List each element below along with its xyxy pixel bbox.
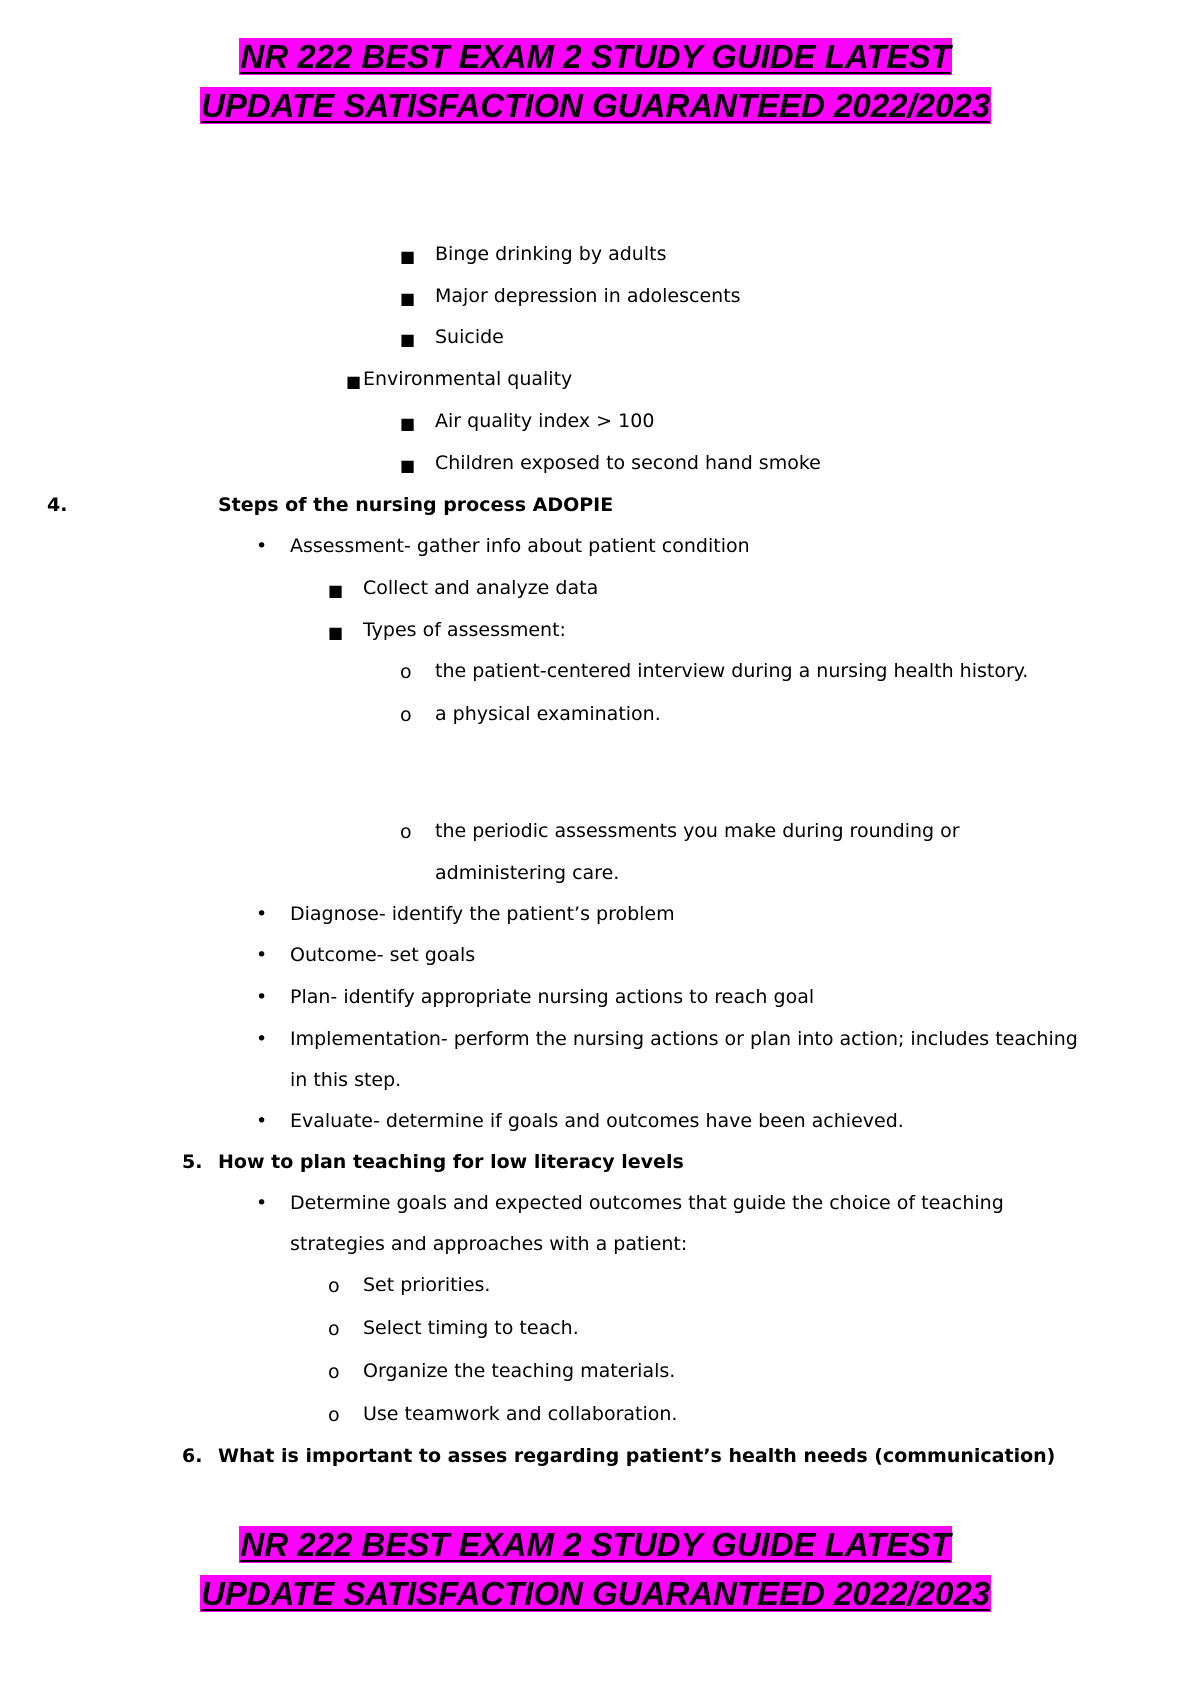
banner-line-1: NR 222 BEST EXAM 2 STUDY GUIDE LATEST bbox=[240, 1526, 951, 1563]
circle-bullet-icon: o bbox=[400, 704, 412, 726]
square-bullet-icon: ■ bbox=[328, 623, 344, 642]
square-bullet-icon: ■ bbox=[400, 289, 416, 308]
list-item: Children exposed to second hand smoke bbox=[435, 452, 821, 474]
bullet-icon: • bbox=[256, 1192, 268, 1214]
list-item: the periodic assessments you make during rounding or bbox=[435, 820, 960, 842]
bullet-icon: • bbox=[256, 1110, 268, 1132]
list-item: Collect and analyze data bbox=[363, 577, 599, 599]
banner-line-2: UPDATE SATISFACTION GUARANTEED 2022/2023 bbox=[200, 1575, 991, 1612]
list-item: Organize the teaching materials. bbox=[363, 1360, 676, 1382]
section-heading: Steps of the nursing process ADOPIE bbox=[218, 494, 614, 516]
list-item: a physical examination. bbox=[435, 703, 661, 725]
list-item: Diagnose- identify the patient’s problem bbox=[290, 903, 675, 925]
circle-bullet-icon: o bbox=[328, 1361, 340, 1383]
list-item: Environmental quality bbox=[363, 368, 573, 390]
list-item: Assessment- gather info about patient condition bbox=[290, 535, 750, 557]
list-item: Suicide bbox=[435, 326, 504, 348]
bullet-icon: • bbox=[256, 535, 268, 557]
circle-bullet-icon: o bbox=[328, 1404, 340, 1426]
bullet-icon: • bbox=[256, 986, 268, 1008]
circle-bullet-icon: o bbox=[328, 1318, 340, 1340]
square-bullet-icon: ■ bbox=[346, 372, 362, 391]
list-item: Set priorities. bbox=[363, 1274, 491, 1296]
banner-line-1: NR 222 BEST EXAM 2 STUDY GUIDE LATEST bbox=[240, 38, 951, 75]
circle-bullet-icon: o bbox=[400, 821, 412, 843]
section-number: 4. bbox=[47, 494, 68, 516]
list-item: Evaluate- determine if goals and outcomes have been achieved. bbox=[290, 1110, 904, 1132]
banner-line-2: UPDATE SATISFACTION GUARANTEED 2022/2023 bbox=[200, 87, 991, 124]
list-item: Select timing to teach. bbox=[363, 1317, 579, 1339]
square-bullet-icon: ■ bbox=[328, 581, 344, 600]
list-item: Implementation- perform the nursing actions or plan into action; includes teaching bbox=[290, 1028, 1078, 1050]
bullet-icon: • bbox=[256, 903, 268, 925]
list-item: the patient-centered interview during a nursing health history. bbox=[435, 660, 1029, 682]
footer-banner bbox=[0, 1520, 1191, 1618]
section-number: 5. bbox=[182, 1151, 203, 1173]
list-item: Plan- identify appropriate nursing actions to reach goal bbox=[290, 986, 815, 1008]
square-bullet-icon: ■ bbox=[400, 456, 416, 475]
bullet-icon: • bbox=[256, 944, 268, 966]
square-bullet-icon: ■ bbox=[400, 247, 416, 266]
list-item: Determine goals and expected outcomes that guide the choice of teaching bbox=[290, 1192, 1004, 1214]
list-item: Types of assessment: bbox=[363, 619, 566, 641]
list-item: Outcome- set goals bbox=[290, 944, 476, 966]
bullet-icon: • bbox=[256, 1028, 268, 1050]
list-item: Major depression in adolescents bbox=[435, 285, 741, 307]
circle-bullet-icon: o bbox=[328, 1275, 340, 1297]
list-item-continuation: in this step. bbox=[290, 1069, 402, 1091]
square-bullet-icon: ■ bbox=[400, 414, 416, 433]
section-number: 6. bbox=[182, 1445, 203, 1467]
section-heading: What is important to asses regarding patient’s health needs (communication) bbox=[218, 1445, 1056, 1467]
section-heading: How to plan teaching for low literacy levels bbox=[218, 1151, 684, 1173]
circle-bullet-icon: o bbox=[400, 661, 412, 683]
list-item: Binge drinking by adults bbox=[435, 243, 667, 265]
list-item: Use teamwork and collaboration. bbox=[363, 1403, 678, 1425]
list-item-continuation: administering care. bbox=[435, 862, 620, 884]
header-banner bbox=[0, 32, 1191, 130]
square-bullet-icon: ■ bbox=[400, 330, 416, 349]
list-item: Air quality index > 100 bbox=[435, 410, 655, 432]
list-item-continuation: strategies and approaches with a patient: bbox=[290, 1233, 688, 1255]
